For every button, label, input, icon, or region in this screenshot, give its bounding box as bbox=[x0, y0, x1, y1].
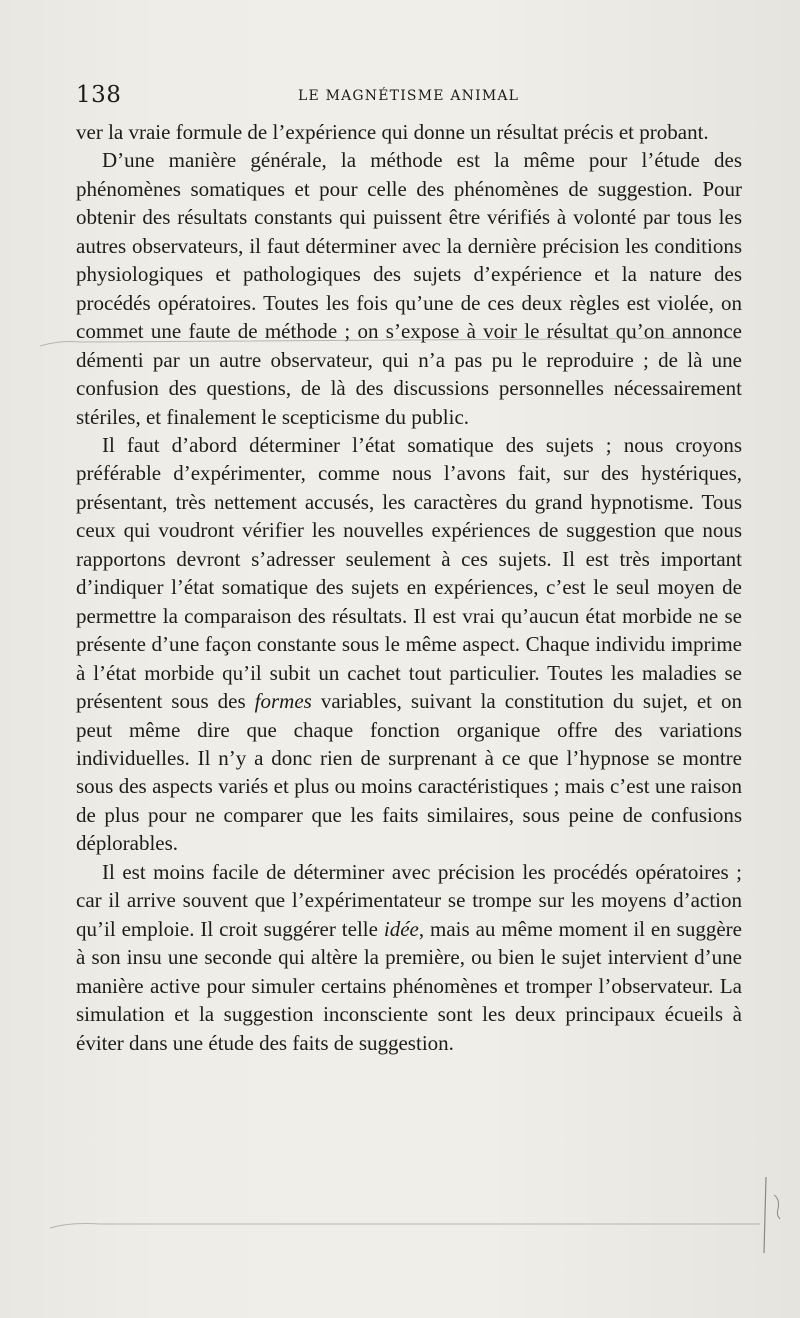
page-header bbox=[76, 82, 756, 112]
paragraph-continuation bbox=[76, 118, 742, 146]
body-text bbox=[76, 118, 742, 1057]
text-run: ver la vraie formule de l’expérience qui donne un résultat précis et probant. bbox=[76, 120, 709, 144]
text-run: Il est moins facile de déterminer avec précision les procédés opératoires ; car il arrive souvent que l’expérimentateur se trompe sur les moyens d’action qu’il emploie. Il croit suggérer telle bbox=[76, 859, 742, 941]
italic-word: formes bbox=[254, 689, 312, 714]
text-run: D’une manière générale, la méthode est la même pour l’étude des phénomènes somatiques et pour celle des phénomènes de suggestion. Pour obtenir des résultats constants qui puissent être vérifiés à volonté par tous les autres observateurs, il faut déterminer avec la dernière précision les conditions physiologiques et pathologiques des sujets d’expérience et la nature des procédés opératoires. Toutes les fois qu’une de ces deux règles est violée, on commet une faute de méthode ; on s’expose à voir le résultat qu’on annonce démenti par un autre observateur, qui n’a pas pu le reproduire ; de là une confusion des questions, de là des discussions personnelles nécessairement stériles, et finalement le scepticisme du public. bbox=[76, 148, 742, 429]
paragraph-somatic-state bbox=[76, 431, 742, 858]
italic-word: idée bbox=[383, 916, 419, 941]
pencil-margin-mark bbox=[760, 1175, 784, 1255]
running-title: LE MAGNÉTISME ANIMAL bbox=[298, 88, 520, 104]
text-run: Il faut d’abord déterminer l’état somatique des sujets ; nous croyons préférable d’expérimenter, comme nous l’avons fait, sur des hystériques, présentant, très nettement accusés, les caractères du grand hypnotisme. Tous ceux qui voudront vérifier les nouvelles expériences de suggestion que nous rapportons devront s’adresser seulement à ces sujets. Il est très important d’indiquer l’état somatique des sujets en expériences, c’est le seul moyen de permettre la comparaison des résultats. Il est vrai qu’aucun état morbide ne se présente d’une façon constante sous le même aspect. Chaque individu imprime à l’état morbide qu’il subit un cachet tout particulier. Toutes les maladies se présentent sous des bbox=[76, 432, 742, 714]
paragraph-method bbox=[76, 146, 742, 431]
paragraph-procedures bbox=[76, 858, 742, 1057]
text-run: , mais au même moment il en suggère à son insu une seconde qui altère la première, ou bien le sujet intervient d’une manière active pour simuler certains phénomènes et tromper l’observateur. La simulation et la suggestion inconsciente sont les deux principaux écueils à éviter dans une étude des faits de suggestion. bbox=[76, 916, 742, 1055]
text-run: variables, suivant la constitution du sujet, et on peut même dire que chaque fonction organique offre des variations individuelles. Il n’y a donc rien de surprenant à ce que l’hypnose se montre sous des aspects variés et plus ou moins caractéristiques ; mais c’est une raison de plus pour ne comparer que les faits similaires, sous peine de confusions déplorables. bbox=[76, 689, 742, 856]
page-number: 138 bbox=[76, 82, 122, 108]
